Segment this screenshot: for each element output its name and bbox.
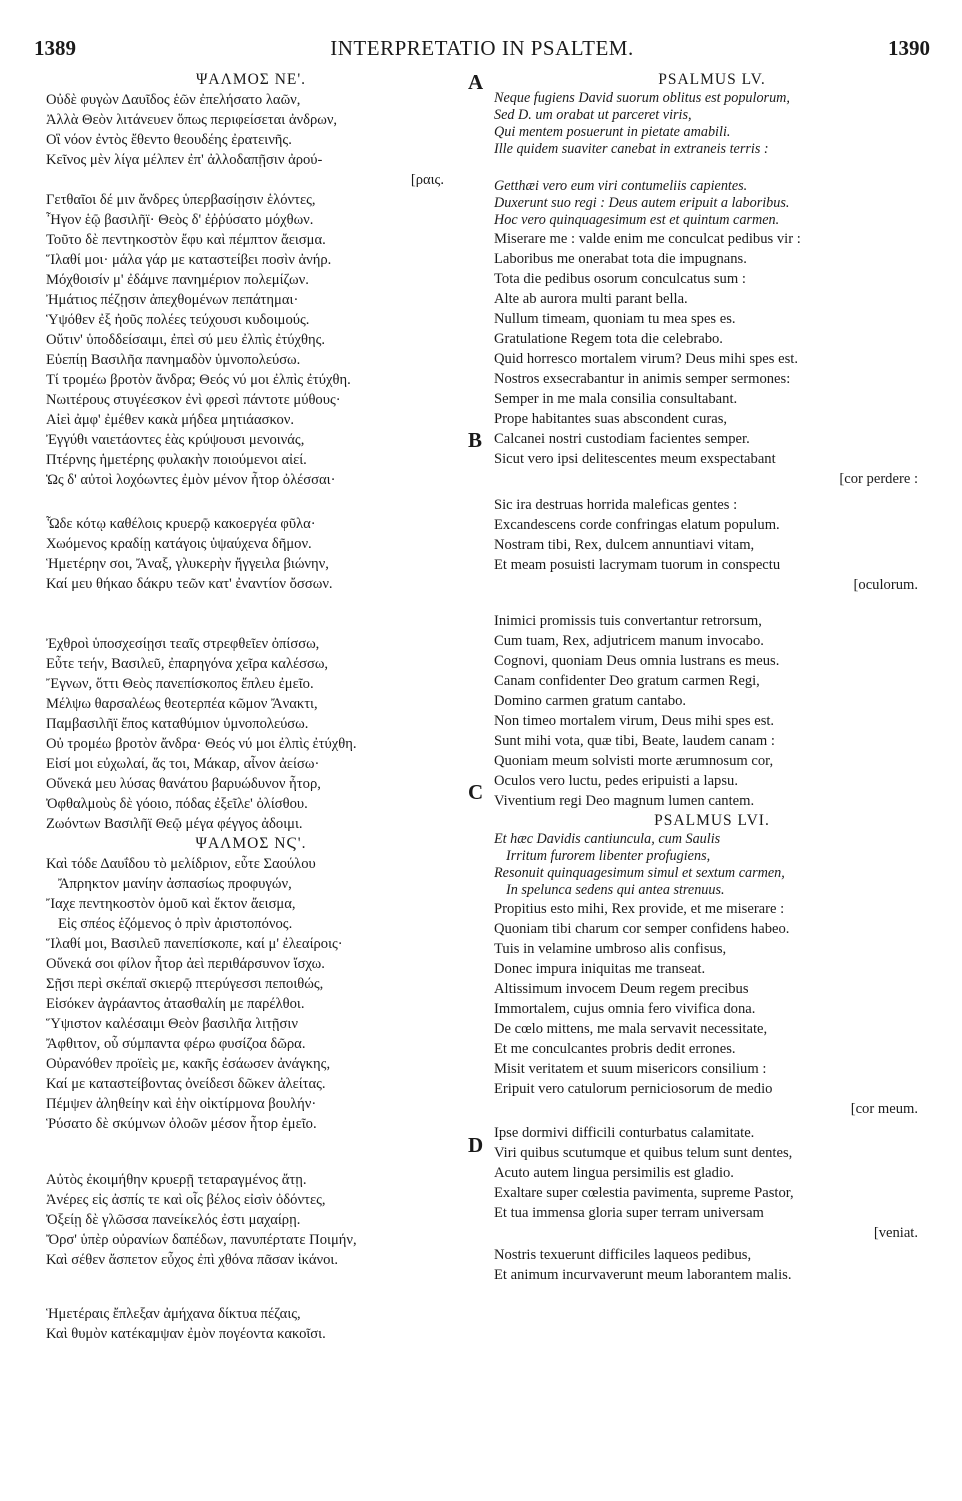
latin-line: Altissimum invocem Deum regem precibus: [494, 981, 749, 997]
greek-line: Οὐδὲ φυγὼν Δαυῖδος ἑῶν ἐπελήσατο λαῶν,: [46, 92, 301, 108]
latin-line: Miserare me : valde enim me conculcat pedibus vir :: [494, 231, 801, 247]
greek-line: Οὐ τρομέω βροτὸν ἄνδρα· Θεός νύ μοι ἐλπὶς ἐτύχθη.: [46, 736, 357, 752]
greek-line: Ζωόντων Βασιλῆϊ Θεῷ μέγα φέγγος ἀδοιμι.: [46, 816, 303, 832]
greek-line: Καί μευ θήκαο δάκρυ τεῶν κατ' ἐναντίον ὄσσων.: [46, 576, 333, 592]
greek-line: Νωιτέρους στυγέεσκον ἐνὶ φρεσὶ πάντοτε μύθους·: [46, 392, 341, 408]
greek-line: Ὕψιστον καλέσαιμι Θεὸν βασιλῆα λιτῇσιν: [46, 1016, 298, 1032]
latin-line: De cœlo mittens, me mala servavit necessitate,: [494, 1021, 768, 1037]
greek-line: Ἀλλὰ Θεὸν λιτάνευεν ὅπως περιφείσεται ἀνδρων,: [46, 112, 338, 128]
greek-psalm-55-title: ΨΑΛΜΟΣ ΝΕ'.: [195, 71, 307, 88]
greek-line: Γετθαῖοι δέ μιν ἄνδρες ὑπερβασίῃσιν ἑλόντες,: [46, 192, 316, 208]
greek-line: Οὕνεκά σοι φίλον ἦτορ ἀεὶ περιθάρσυνον ἴσχω.: [46, 956, 325, 972]
greek-line: Ὧδε κότῳ καθέλοις κρυερῷ κακοεργέα φῦλα·: [46, 516, 316, 532]
latin-line: Et tua immensa gloria super terram universam: [494, 1205, 764, 1221]
latin-line: Laboribus me onerabat tota die impugnans.: [494, 251, 747, 267]
greek-psalm-56-title: ΨΑΛΜΟΣ ΝϚ'.: [195, 835, 307, 852]
latin-line: Acuto autem lingua persimilis est gladio.: [494, 1165, 734, 1181]
latin-line: Immortalem, cujus omnia fero vivifica dona.: [494, 1001, 756, 1017]
latin-line: Quid horresco mortalem virum? Deus mihi spes est.: [494, 351, 798, 367]
running-title: INTERPRETATIO IN PSALTEM.: [330, 36, 634, 60]
latin-column: [494, 70, 930, 1285]
latin-line: Nostros exsecrabantur in animis semper sermones:: [494, 371, 791, 387]
greek-line: Πέμψεν ἀληθείην καὶ ἑὴν οἰκτίρμονα βουλήν·: [46, 1096, 317, 1112]
latin-intro-line: Ille quidem suaviter canebat in extraneis terris :: [494, 141, 769, 157]
latin-line: Canam confidenter Deo gratum carmen Regi,: [494, 673, 760, 689]
latin-line: Donec impura iniquitas me transeat.: [494, 961, 706, 977]
greek-line: Εὖτε τεήν, Βασιλεῦ, ἐπαρηγόνα χεῖρα καλέσσω,: [46, 656, 329, 672]
greek-line: Ὀξείῃ δὲ γλῶσσα πανείκελός ἐστι μαχαίρῃ.: [46, 1212, 301, 1228]
greek-line: Μέλψω θαρσαλέως θεοτερπέα κῶμον Ἄνακτι,: [46, 696, 318, 712]
latin-line: Ipse dormivi difficili conturbatus calamitate.: [494, 1125, 755, 1141]
margin-letter-d: D: [468, 1133, 484, 1157]
margin-letter-c: C: [468, 780, 484, 804]
latin-line: Prope habitantes suas abscondent curas,: [494, 411, 728, 427]
greek-line: Αὐτὸς ἐκοιμήθην κρυερῇ τεταραγμένος ἄτῃ.: [46, 1172, 307, 1188]
latin-line: Nostram tibi, Rex, dulcem annuntiavi vitam,: [494, 537, 755, 553]
latin-intro-line: Qui mentem posuerunt in pietate amabili.: [494, 124, 731, 140]
greek-line-continuation: [ραις.: [410, 172, 444, 188]
latin-line: Nostris texuerunt difficiles laqueos pedibus,: [494, 1247, 752, 1263]
latin-line: Eripuit vero catulorum perniciosorum de medio: [494, 1081, 773, 1097]
latin-line: Et meam posuisti lacrymam tuorum in conspectu: [494, 557, 781, 573]
latin-line: Misit veritatem et suum misericors consilium :: [494, 1061, 767, 1077]
latin-intro-line: Et hæc Davidis cantiuncula, cum Saulis: [494, 831, 721, 847]
greek-line: Οὔτιν' ὑποδδείσαιμι, ἐπεὶ σύ μευ ἐλπὶς ἐτύχθης.: [46, 332, 326, 348]
greek-line: Εἰς σπέος ἑζόμενος ὁ πρὶν ἀριστοπόνος.: [58, 916, 293, 932]
greek-line: Ἡμετέραις ἔπλεξαν ἀμήχανα δίκτυα πέζαις,: [46, 1306, 301, 1322]
latin-line: Quoniam tibi charum cor semper confidens habeo.: [494, 921, 790, 937]
greek-line: Ἀνέρες εἰς ἀσπίς τε καὶ οἷς βέλος εἰσὶν ὀδόντες,: [46, 1192, 326, 1208]
greek-line: Ὡς δ' αὐτοὶ λοχόωντες ἐμὸν μένον ἦτορ ὀλέσσαι·: [46, 472, 336, 488]
greek-line: Ἴαχε πεντηκοστὸν ὁμοῦ καὶ ἕκτον ἄεισμα,: [46, 896, 296, 912]
right-page-number: 1390: [888, 36, 930, 60]
latin-line: Excandescens corde confringas elatum populum.: [494, 517, 780, 533]
latin-line: Calcanei nostri custodiam facientes semper.: [494, 431, 750, 447]
greek-line: Ὑψόθεν ἐξ ἠοῦς πολέες τεύχουσι κυδοιμούς.: [46, 312, 310, 328]
latin-intro-line: Irritum furorem libenter profugiens,: [506, 848, 711, 864]
latin-line: Non timeo mortalem virum, Deus mihi spes est.: [494, 713, 775, 729]
greek-line: Ἐγγύθι ναιετάοντες ἑὰς κρύψουσι μενοινάς,: [46, 432, 305, 448]
greek-line: Αἰεὶ ἀμφ' ἐμέθεν κακὰ μήδεα μητιάασκον.: [46, 412, 295, 428]
latin-line: Propitius esto mihi, Rex provide, et me miserare :: [494, 901, 785, 917]
latin-line: Viri quibus scutumque et quibus telum sunt dentes,: [494, 1145, 793, 1161]
latin-psalm-56-title: PSALMUS LVI.: [654, 812, 770, 829]
latin-intro-line: In spelunca sedens qui antea strenuus.: [506, 882, 725, 898]
latin-line: Alte ab aurora multi parant bella.: [494, 291, 688, 307]
greek-line: Οὕνεκά μευ λύσας θανάτου βαρυώδυνον ἦτορ,: [46, 776, 321, 792]
greek-line: Πτέρνης ἡμετέρης φυλακὴν ποιούμενοι αἰεί.: [46, 452, 307, 468]
greek-line: Οἳ νόον ἐντὸς ἔθεντο θεουδέης ἐρατεινῆς.: [46, 132, 292, 148]
latin-line: Sunt mihi vota, quæ tibi, Beate, laudem canam :: [494, 733, 775, 749]
greek-line: Χωόμενος κραδίῃ κατάγοις ὑψαύχενα δῆμον.: [46, 536, 312, 552]
latin-intro-line: Getthæi vero eum viri contumeliis capientes.: [494, 178, 748, 194]
greek-line: Ἐχθροὶ ὑποσχεσίῃσι τεαῖς στρεφθεῖεν ὀπίσσω,: [46, 636, 320, 652]
latin-line: Cum tuam, Rex, adjutricem manum invocabo.: [494, 633, 764, 649]
latin-line: Tota die pedibus osorum conculcatus sum :: [494, 271, 746, 287]
latin-line: Sicut vero ipsi delitescentes meum exspectabant: [494, 451, 776, 467]
latin-line: Domino carmen gratum cantabo.: [494, 693, 687, 709]
greek-line: Ἡμετέρην σοι, Ἄναξ, γλυκερὴν ἤγγειλα βιώνην,: [46, 556, 329, 572]
greek-line: Οὐρανόθεν προϊεὶς με, κακῆς ἐσάωσεν ἀνάγκης,: [46, 1056, 331, 1072]
greek-column: [46, 70, 456, 1344]
greek-line: Καὶ τόδε Δαυΐδου τὸ μελίδριον, εὖτε Σαούλου: [46, 856, 316, 872]
latin-line: Semper in me mala consilia consultabant.: [494, 391, 738, 407]
greek-line: Καί με καταστείβοντας ὀνείδεσι δῶκεν ἀλείτας.: [46, 1076, 326, 1092]
greek-line: Καὶ σέθεν ἄσπετον εὖχος ἐπὶ χθόνα πᾶσαν ἱκάνοι.: [46, 1252, 339, 1268]
latin-intro-line: Sed D. um orabat ut parceret viris,: [494, 107, 692, 123]
latin-line: Exaltare super cœlestia pavimenta, supreme Pastor,: [494, 1185, 794, 1201]
page-header: [34, 36, 930, 62]
greek-line: Ἦγον ἑῷ βασιλῆϊ· Θεὸς δ' ἐῤῥύσατο μόχθων.: [46, 212, 314, 228]
latin-line-continuation: [cor meum.: [850, 1101, 918, 1117]
latin-line: Quoniam meum solvisti morte ærumnosum cor,: [494, 753, 774, 769]
latin-line-continuation: [cor perdere :: [839, 471, 918, 487]
latin-line: Inimici promissis tuis convertantur retrorsum,: [494, 613, 762, 629]
greek-line: Ἔγνων, ὅττι Θεὸς πανεπίσκοπος ἔπλευ ἐμεῖο.: [46, 676, 314, 692]
latin-line-continuation: [veniat.: [873, 1225, 918, 1241]
latin-line: Cognovi, quoniam Deus omnia lustrans es meus.: [494, 653, 780, 669]
latin-intro-line: Resonuit quinquagesimum simul et sextum carmen,: [494, 865, 785, 881]
margin-letter-b: B: [468, 428, 483, 452]
latin-line: Viventium regi Deo magnum lumen cantem.: [494, 793, 755, 809]
greek-line: Εὐεπίῃ Βασιλῆα πανημαδὸν ὑμνοπολεύσω.: [46, 352, 301, 368]
margin-letter-a: A: [468, 70, 484, 94]
greek-line: Ἄφθιτον, οὗ σύμπαντα φέρω φυσίζοα δῶρα.: [46, 1036, 306, 1052]
greek-line: Τοῦτο δὲ πεντηκοστὸν ἔφυ καὶ πέμπτον ἄεισμα.: [46, 232, 326, 248]
greek-line: Κεῖνος μὲν λίγα μέλπεν ἐπ' ἀλλοδαπῇσιν ἀρού-: [46, 152, 323, 168]
greek-line: Ὄρσ' ὑπὲρ οὐρανίων δαπέδων, πανυπέρτατε Ποιμήν,: [46, 1232, 357, 1248]
latin-psalm-55-title: PSALMUS LV.: [658, 71, 766, 88]
greek-line: Εἰσόκεν ἀγράαντος ἀτασθαλίη με παρέλθοι.: [46, 996, 305, 1012]
latin-intro-line: Hoc vero quinquagesimum est et quintum carmen.: [494, 212, 780, 228]
latin-line: Nullum timeam, quoniam tu mea spes es.: [494, 311, 736, 327]
latin-line-continuation: [oculorum.: [853, 577, 918, 593]
greek-line: Ὀφθαλμοὺς δὲ γόοιο, πόδας ἐξεῖλε' ὀλίσθου.: [46, 796, 308, 812]
latin-line: Sic ira destruas horrida maleficas gentes :: [494, 497, 738, 513]
left-page-number: 1389: [34, 36, 76, 60]
latin-intro-line: Neque fugiens David suorum oblitus est populorum,: [494, 90, 790, 106]
greek-line: Ἵλαθί μοι, Βασιλεῦ πανεπίσκοπε, καί μ' ἐλεαίροις·: [46, 936, 343, 952]
latin-line: Oculos vero luctu, pedes eripuisti a lapsu.: [494, 773, 738, 789]
greek-line: Μόχθοισίν μ' ἐδάμνε πανημέριον πολεμίζων.: [46, 272, 309, 288]
greek-line: Εἰσί μοι εὐχωλαί, ἅς τοι, Μάκαρ, αἶνον ἀείσω·: [46, 756, 320, 772]
latin-line: Gratulatione Regem tota die celebrabo.: [494, 331, 723, 347]
latin-intro-line: Duxerunt suo regi : Deus autem eripuit a laboribus.: [494, 195, 790, 211]
latin-line: Et me conculcantes probris dedit errones.: [494, 1041, 736, 1057]
greek-line: Ἵλαθί μοι· μάλα γάρ με καταστείβει ποσὶν ἀνήρ.: [46, 252, 332, 268]
greek-line: Καὶ θυμὸν κατέκαμψαν ἐμὸν πογέοντα κακοῖσι.: [46, 1326, 326, 1342]
greek-line: Ἠμάτιος πέζῃσιν ἀπεχθομένων πεπάτημαι·: [46, 292, 299, 308]
latin-line: Et animum incurvaverunt meum laborantem malis.: [494, 1267, 792, 1283]
greek-line: Ῥύσατο δὲ σκύμνων ὀλοῶν μέσον ἦτορ ἐμεῖο.: [46, 1116, 317, 1132]
greek-line: Σῇσι περὶ σκέπαϊ σκιερῷ πτερύγεσσι πεποιθώς,: [46, 976, 324, 992]
greek-line: Τί τρομέω βροτὸν ἄνδρα; Θεός νύ μοι ἐλπὶς ἐτύχθη.: [46, 372, 351, 388]
latin-line: Tuis in velamine umbroso alis confisus,: [494, 941, 727, 957]
greek-line: Παμβασιλῆϊ ἔπος καταθύμιον ὑμνοπολεύσω.: [46, 716, 309, 732]
greek-line: Ἄπρηκτον μανίην ἀσπασίως προφυγών,: [58, 876, 292, 892]
